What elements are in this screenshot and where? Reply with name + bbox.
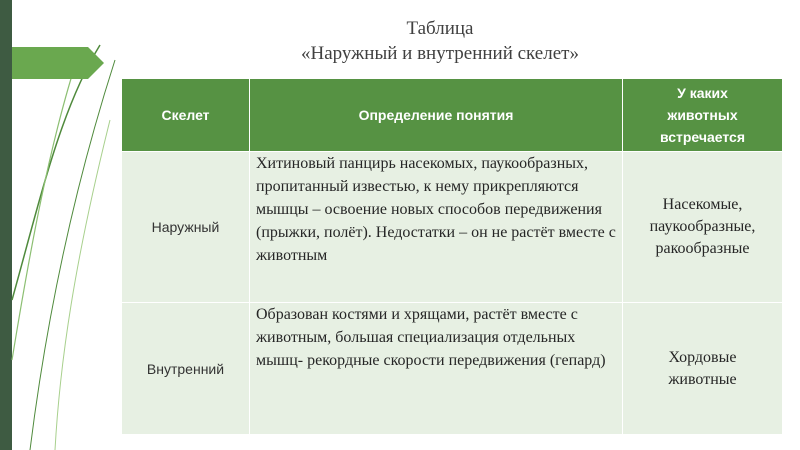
title-line-2: «Наружный и внутренний скелет» <box>301 43 579 64</box>
header-definition: Определение понятия <box>250 79 623 152</box>
skeleton-cell: Наружный <box>122 152 250 303</box>
decorative-curve-4 <box>55 120 110 450</box>
skeleton-cell: Внутренний <box>122 303 250 435</box>
header-skeleton: Скелет <box>122 79 250 152</box>
decorative-curve-1 <box>12 45 100 300</box>
title-line-1: Таблица <box>406 18 474 39</box>
definition-cell: Образован костями и хрящами, растёт вместе с животным, большая специализация отдельных мышц- рекордные скорости передвижения (гепард) <box>250 303 623 435</box>
definition-cell: Хитиновый панцирь насекомых, паукообразных, пропитанный известью, к нему прикрепляются мышцы – освоение новых способов передвижения (прыжки, полёт). Недостатки – он не растёт вместе с животным <box>250 152 623 303</box>
slide-title <box>240 16 640 66</box>
table-row <box>122 152 783 303</box>
decorative-curve-3 <box>30 60 115 450</box>
table-row <box>122 303 783 435</box>
table-header-row <box>122 79 783 152</box>
skeleton-table <box>121 78 783 435</box>
arrow-icon <box>12 47 104 79</box>
header-animals: У каких животных встречается <box>623 79 783 152</box>
animals-cell: Насекомые, паукообразные, ракообразные <box>623 152 783 303</box>
animals-cell: Хордовые животные <box>623 303 783 435</box>
